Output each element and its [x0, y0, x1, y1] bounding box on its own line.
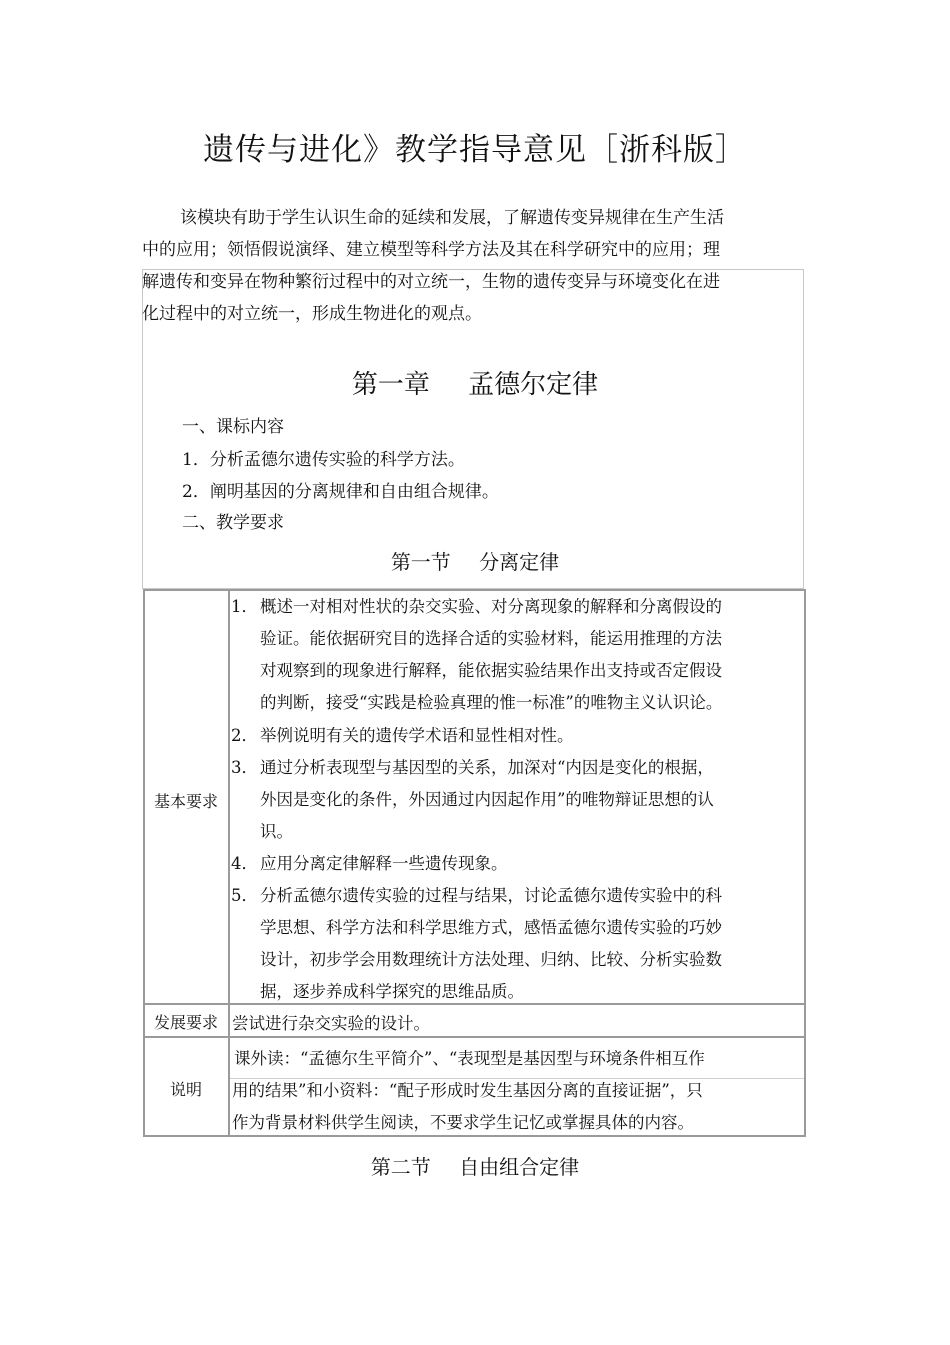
item-1-line-4: 的判断，接受“实践是检验真理的惟一标准”的唯物主义认识论。	[260, 693, 723, 712]
item-3-number: 3．	[231, 758, 258, 777]
chapter-title: 第一章 孟德尔定律	[351, 370, 599, 400]
development-requirements-text: 尝试进行杂交实验的设计。	[232, 1014, 430, 1033]
item-3-line-3: 识。	[260, 822, 293, 841]
item-5-line-4: 据，逐步养成科学探究的思维品质。	[260, 982, 524, 1001]
requirements-table	[143, 589, 806, 1137]
development-requirements-label: 发展要求	[153, 1013, 218, 1032]
table-column-divider	[228, 589, 230, 1137]
table-left-border	[143, 589, 145, 1137]
basic-requirements-label: 基本要求	[153, 792, 218, 811]
intro-line-2: 中的应用；领悟假说演绎、建立模型等科学方法及其在科学研究中的应用；理	[142, 240, 720, 260]
item-5-line-2: 学思想、科学方法和科学思维方式，感悟孟德尔遗传实验的巧妙	[260, 918, 722, 937]
notes-line-1: 课外读：“孟德尔生平简介”、“表现型是基因型与环境条件相互作	[234, 1049, 705, 1068]
outline-item-2: 2．阐明基因的分离规律和自由组合规律。	[182, 482, 499, 502]
item-4-number: 4．	[231, 854, 258, 873]
table-right-border	[804, 589, 806, 1137]
outline-item-1: 1．分析孟德尔遗传实验的科学方法。	[182, 450, 465, 470]
item-5-line-3: 设计，初步学会用数理统计方法处理、归纳、比较、分析实验数	[260, 950, 722, 969]
item-1-line-3: 对观察到的现象进行解释，能依据实验结果作出支持或否定假设	[260, 661, 722, 680]
item-3-line-1: 通过分析表现型与基因型的关系，加深对“内因是变化的根据，	[260, 758, 714, 777]
intro-line-4: 化过程中的对立统一，形成生物进化的观点。	[142, 304, 482, 324]
item-1-number: 1．	[231, 597, 258, 616]
intro-line-1: 该模块有助于学生认识生命的延续和发展，了解遗传变异规律在生产生活	[180, 208, 724, 228]
item-2-number: 2．	[231, 726, 258, 745]
document-title: 遗传与进化》教学指导意见［浙科版］	[203, 132, 747, 168]
item-5-number: 5．	[231, 886, 258, 905]
notes-line-3: 作为背景材料供学生阅读，不要求学生记忆或掌握具体的内容。	[232, 1113, 694, 1132]
notes-line-2: 用的结果”和小资料：“配子形成时发生基因分离的直接证据”，只	[232, 1081, 703, 1100]
section-title-1: 第一节 分离定律	[390, 550, 560, 574]
item-1-line-2: 验证。能依据研究目的选择合适的实验材料，能运用推理的方法	[260, 629, 722, 648]
item-2-line-1: 举例说明有关的遗传学术语和显性相对性。	[260, 726, 574, 745]
item-1-line-1: 概述一对相对性状的杂交实验、对分离现象的解释和分离假设的	[260, 597, 722, 616]
notes-label: 说明	[169, 1080, 202, 1099]
section-title-2: 第二节 自由组合定律	[370, 1155, 580, 1179]
item-3-line-2: 外因是变化的条件，外因通过内因起作用”的唯物辩证思想的认	[260, 790, 714, 809]
item-4-line-1: 应用分离定律解释一些遗传现象。	[260, 854, 508, 873]
outline-heading-2: 二、教学要求	[182, 513, 284, 533]
intro-line-3: 解遗传和变异在物种繁衍过程中的对立统一，生物的遗传变异与环境变化在进	[142, 272, 720, 292]
outline-heading-1: 一、课标内容	[182, 417, 284, 437]
item-5-line-1: 分析孟德尔遗传实验的过程与结果，讨论孟德尔遗传实验中的科	[260, 886, 722, 905]
